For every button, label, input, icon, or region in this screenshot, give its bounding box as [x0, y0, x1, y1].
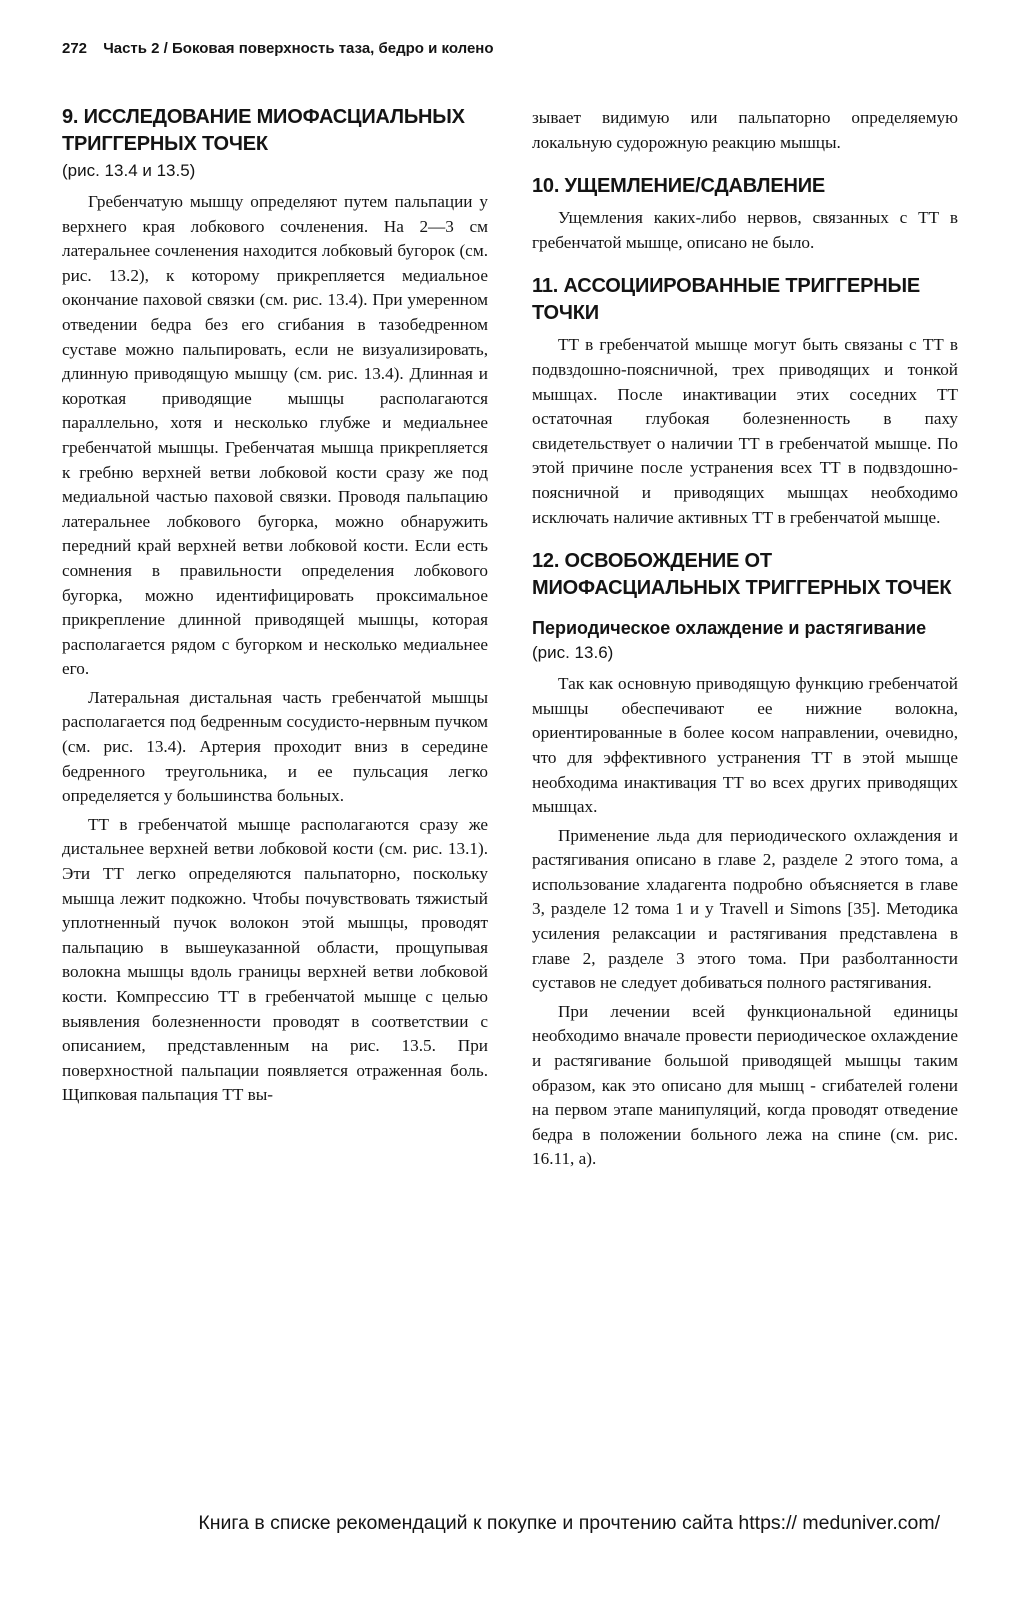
- continued-paragraph: зывает видимую или пальпаторно определяемую локальную судорожную реакцию мышцы.: [532, 108, 958, 152]
- section-12-subheading: Периодическое охлаждение и растягивание: [532, 618, 927, 639]
- running-title: Часть 2 / Боковая поверхность таза, бедро и колено: [103, 40, 494, 57]
- section-11-heading: 11. АССОЦИИРОВАННЫЕ ТРИГГЕРНЫЕ ТОЧКИ: [532, 275, 921, 325]
- section-12-paragraph-1: Так как основную приводящую функцию гребенчатой мышцы обеспечивают ее нижние волокна, ориентированные в более косом направлении, очевидно, что для эффективного устранения ТТ в этой мышце необходима инактивация ТТ во всех других приводящих мышцах.: [532, 674, 958, 817]
- section-12-paragraph-2: Применение льда для периодического охлаждения и растягивания описано в главе 2, разделе 2 этого тома, а использование хладагента подробно объясняется в главе 3, разделе 12 тома 1 и у Travell и Simons [35]. Методика усиления релаксации и растягивания представлена в главе 2, разделе 3 этого тома. При разболтанности суставов не следует добиваться полного растягивания.: [532, 825, 958, 993]
- section-11-paragraph: ТТ в гребенчатой мышце могут быть связаны с ТТ в подвздошно-поясничной, трех приводящих и тонкой мышцах. После инактивации этих соседних ТТ остаточная глубокая болезненность в паху свидетельствует о наличии ТТ в гребенчатой мышце. По этой причине после устранения всех ТТ в подвздошно-поясничной и приводящих мышцах необходимо исключать наличие активных ТТ в гребенчатой мышце.: [532, 335, 958, 527]
- section-10-paragraph: Ущемления каких-либо нервов, связанных с ТТ в гребенчатой мышце, описано не было.: [532, 208, 958, 252]
- section-9-paragraph-1: Гребенчатую мышцу определяют путем пальпации у верхнего края лобкового сочленения. На 2—3 см латеральнее сочленения находится лобковый бугорок (см. рис. 13.2), к которому прикрепляется медиальное окончание паховой связки (см. рис. 13.4). При умеренном отведении бедра без его сгибания в тазобедренном суставе можно пальпировать, если не визуализировать, длинную приводящую мышцу (см. рис. 13.4). Длинная и короткая приводящие мышцы располагаются параллельно, хотя и несколько глубже и медиальнее гребенчатой мышцы. Гребенчатая мышца прикрепляется к гребню верхней ветви лобковой кости сразу же под медиальной частью паховой связки. Проводя пальпацию латеральнее лобкового бугорка, можно обнаружить передний край верхней ветви лобковой кости. Если есть сомнения в правильности определения лобкового бугорка, можно идентифицировать проксимальное прикрепление длинной приводящей мышцы, которая располагается рядом с бугорком и несколько медиальнее его.: [62, 192, 488, 679]
- section-12-figure-reference: (рис. 13.6): [532, 643, 614, 663]
- section-9-figure-reference: (рис. 13.4 и 13.5): [62, 161, 196, 180]
- section-10-heading: 10. УЩЕМЛЕНИЕ/СДАВЛЕНИЕ: [532, 175, 826, 198]
- page-number: 272: [62, 40, 88, 57]
- section-9-paragraph-2: Латеральная дистальная часть гребенчатой мышцы располагается под бедренным сосудисто-нервным пучком (см. рис. 13.4). Артерия проходит вниз в середине бедренного треугольника, и ее пульсация легко определяется у большинства больных.: [62, 687, 488, 806]
- section-12-heading: 12. ОСВОБОЖДЕНИЕ ОТ МИОФАСЦИАЛЬНЫХ ТРИГГЕРНЫХ ТОЧЕК: [532, 550, 952, 600]
- left-column: [62, 104, 488, 1112]
- section-12-paragraph-3: При лечении всей функциональной единицы необходимо вначале провести периодическое охлаждение и растягивание большой приводящей мышцы таким образом, как это описано для мышц - сгибателей голени на первом этапе манипуляций, когда проводят отведение бедра в положении больного лежа на спине (см. рис. 16.11, а).: [532, 1001, 958, 1169]
- section-9-paragraph-3: ТТ в гребенчатой мышце располагаются сразу же дистальнее верхней ветви лобковой кости (см. рис. 13.1). Эти ТТ легко определяются пальпаторно, поскольку мышца лежит подкожно. Чтобы почувствовать тяжистый уплотненный пучок волокон этой мышцы, проводят пальпацию в вышеуказанной области, прощупывая волокна мышцы вдоль границы верхней ветви лобковой кости. Компрессию ТТ в гребенчатой мышце с целью выявления болезненности проводят в соответствии с описанием, представленным на рис. 13.5. При поверхностной пальпации появляется отраженная боль. Щипковая пальпация ТТ вы-: [62, 814, 488, 1105]
- section-9-heading: 9. ИССЛЕДОВАНИЕ МИОФАСЦИАЛЬНЫХ ТРИГГЕРНЫХ ТОЧЕК: [62, 106, 465, 155]
- running-header: [62, 40, 494, 57]
- website-watermark: Книга в списке рекомендаций к покупке и прочтению сайта https:// meduniver.com/: [198, 1512, 940, 1534]
- right-column: [532, 106, 958, 1176]
